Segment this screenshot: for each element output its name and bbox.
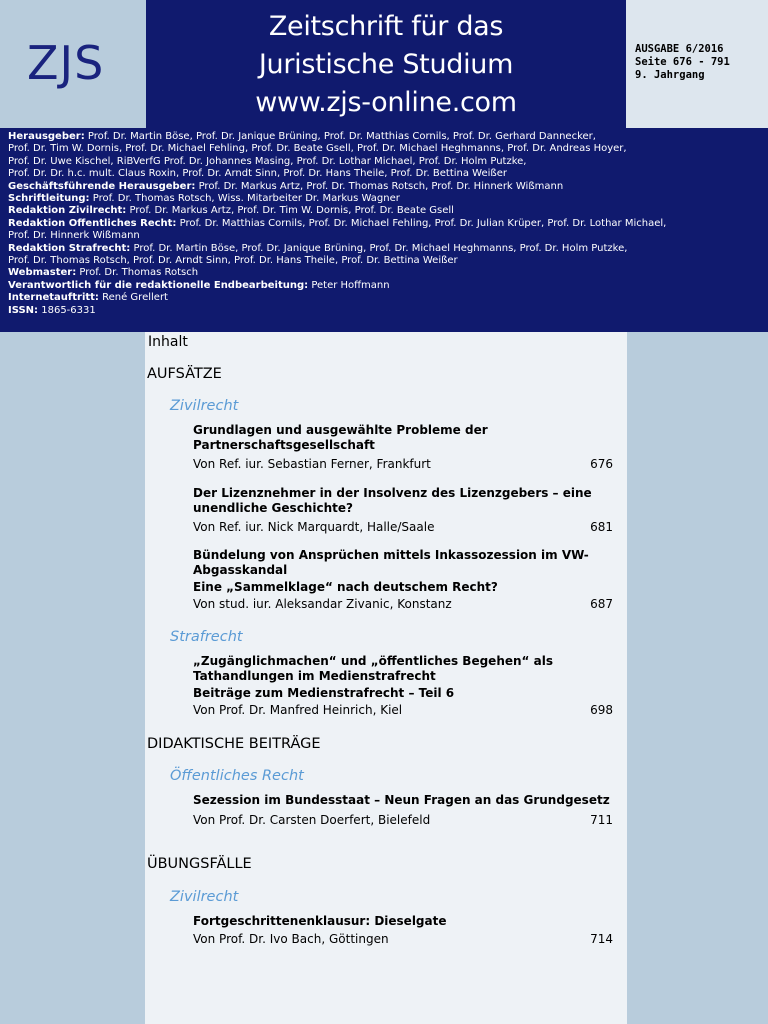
board-line: Prof. Dr. Dr. h.c. mult. Claus Roxin, Prof. Dr. Arndt Sinn, Prof. Dr. Hans Theile, Prof. Dr. Bettina Weißer <box>8 168 507 180</box>
board-line: Prof. Dr. Tim W. Dornis, Prof. Dr. Michael Fehling, Prof. Dr. Beate Gsell, Prof. Dr. Michael Heghmanns, Prof. Dr. Andreas Hoyer, <box>8 143 627 155</box>
entry-author: Von Prof. Dr. Carsten Doerfert, Bielefeld <box>193 812 431 827</box>
entry-title: „Zugänglichmachen“ und „öffentliches Begehen“ als Tathandlungen im Medienstrafrecht <box>193 654 553 683</box>
entry-author: Von Ref. iur. Nick Marquardt, Halle/Saale <box>193 520 435 534</box>
editorial-board <box>0 128 768 332</box>
entry-author-line <box>193 813 618 827</box>
toc-entry[interactable] <box>193 914 618 946</box>
board-line: Redaktion Strafrecht: Prof. Dr. Martin Böse, Prof. Dr. Janique Brüning, Prof. Dr. Michael Heghmanns, Prof. Dr. Holm Putzke, <box>8 242 628 254</box>
toc-entry[interactable] <box>193 486 618 534</box>
entry-page: 711 <box>590 812 613 827</box>
board-line: ISSN: 1865-6331 <box>8 304 96 316</box>
logo-panel <box>0 0 146 128</box>
section-didaktische-beitraege: DIDAKTISCHE BEITRÄGE <box>147 736 321 752</box>
board-line: Redaktion Öffentliches Recht: Prof. Dr. Matthias Cornils, Prof. Dr. Michael Fehling, Prof. Dr. Julian Krüper, Prof. Dr. Lothar Michael, <box>8 217 667 229</box>
entry-author-line <box>193 932 618 946</box>
section-aufsaetze: AUFSÄTZE <box>147 366 222 382</box>
subsection-zivilrecht: Zivilrecht <box>170 398 239 414</box>
title-line-1: Zeitschrift für das <box>268 11 504 42</box>
entry-author-line <box>193 703 618 717</box>
entry-author-line <box>193 520 618 534</box>
board-line: Schriftleitung: Prof. Dr. Thomas Rotsch, Wiss. Mitarbeiter Dr. Markus Wagner <box>8 193 400 205</box>
subsection-zivilrecht: Zivilrecht <box>170 889 239 905</box>
board-line: Prof. Dr. Thomas Rotsch, Prof. Dr. Arndt Sinn, Prof. Dr. Hans Theile, Prof. Dr. Bettina Weißer <box>8 255 458 267</box>
journal-url[interactable]: www.zjs-online.com <box>255 87 517 118</box>
entry-author: Von Prof. Dr. Manfred Heinrich, Kiel <box>193 702 403 717</box>
entry-page: 714 <box>590 931 613 946</box>
entry-title: Fortgeschrittenenklausur: Dieselgate <box>193 914 447 928</box>
entry-title: Grundlagen und ausgewählte Probleme der Partnerschaftsgesellschaft <box>193 423 488 452</box>
page-range: Seite 676 - 791 <box>635 56 730 68</box>
entry-title: Sezession im Bundesstaat – Neun Fragen an das Grundgesetz <box>193 793 610 807</box>
entry-author: Von stud. iur. Aleksandar Zivanic, Konstanz <box>193 596 452 611</box>
table-of-contents <box>145 332 627 1024</box>
title-line-2: Juristische Studium <box>258 49 514 80</box>
toc-entry[interactable] <box>193 548 618 611</box>
entry-page: 698 <box>590 702 613 717</box>
board-line: Internetauftritt: René Grellert <box>8 292 168 304</box>
section-uebungsfaelle: ÜBUNGSFÄLLE <box>147 856 252 872</box>
entry-page: 687 <box>590 596 613 611</box>
board-line: Herausgeber: Prof. Dr. Martin Böse, Prof. Dr. Janique Brüning, Prof. Dr. Matthias Cornils, Prof. Dr. Gerhard Dannecker, <box>8 131 596 142</box>
issue-info <box>626 0 768 128</box>
entry-title: Der Lizenznehmer in der Insolvenz des Lizenzgebers – eine unendliche Geschichte? <box>193 486 592 515</box>
toc-entry[interactable] <box>193 654 618 717</box>
journal-title <box>146 0 626 128</box>
subsection-oeffentliches-recht: Öffentliches Recht <box>170 768 304 784</box>
board-line: Prof. Dr. Hinnerk Wißmann <box>8 230 140 242</box>
board-line: Webmaster: Prof. Dr. Thomas Rotsch <box>8 267 199 279</box>
entry-author: Von Ref. iur. Sebastian Ferner, Frankfurt <box>193 457 431 471</box>
journal-logo: ZJS <box>27 36 105 90</box>
toc-entry[interactable] <box>193 793 618 827</box>
board-line: Geschäftsführende Herausgeber: Prof. Dr. Markus Artz, Prof. Dr. Thomas Rotsch, Prof. Dr. Hinnerk Wißmann <box>8 180 564 192</box>
entry-author: Von Prof. Dr. Ivo Bach, Göttingen <box>193 931 389 946</box>
entry-author-line <box>193 457 618 471</box>
entry-page: 676 <box>590 457 613 471</box>
subsection-strafrecht: Strafrecht <box>170 629 243 645</box>
board-line: Prof. Dr. Uwe Kischel, RiBVerfG Prof. Dr. Johannes Masing, Prof. Dr. Lothar Michael, Prof. Dr. Holm Putzke, <box>8 155 527 167</box>
entry-subtitle: Eine „Sammelklage“ nach deutschem Recht? <box>193 580 498 594</box>
board-line: Verantwortlich für die redaktionelle Endbearbeitung: Peter Hoffmann <box>8 279 390 291</box>
volume: 9. Jahrgang <box>635 69 705 81</box>
entry-subtitle: Beiträge zum Medienstrafrecht – Teil 6 <box>193 686 455 700</box>
toc-entry[interactable] <box>193 423 618 471</box>
issue-number: AUSGABE 6/2016 <box>635 43 724 55</box>
entry-title: Bündelung von Ansprüchen mittels Inkassozession im VW-Abgasskandal <box>193 548 589 577</box>
toc-heading: Inhalt <box>148 334 188 350</box>
board-line: Redaktion Zivilrecht: Prof. Dr. Markus Artz, Prof. Dr. Tim W. Dornis, Prof. Dr. Beate Gsell <box>8 205 454 217</box>
entry-page: 681 <box>590 520 613 534</box>
entry-author-line <box>193 597 618 611</box>
